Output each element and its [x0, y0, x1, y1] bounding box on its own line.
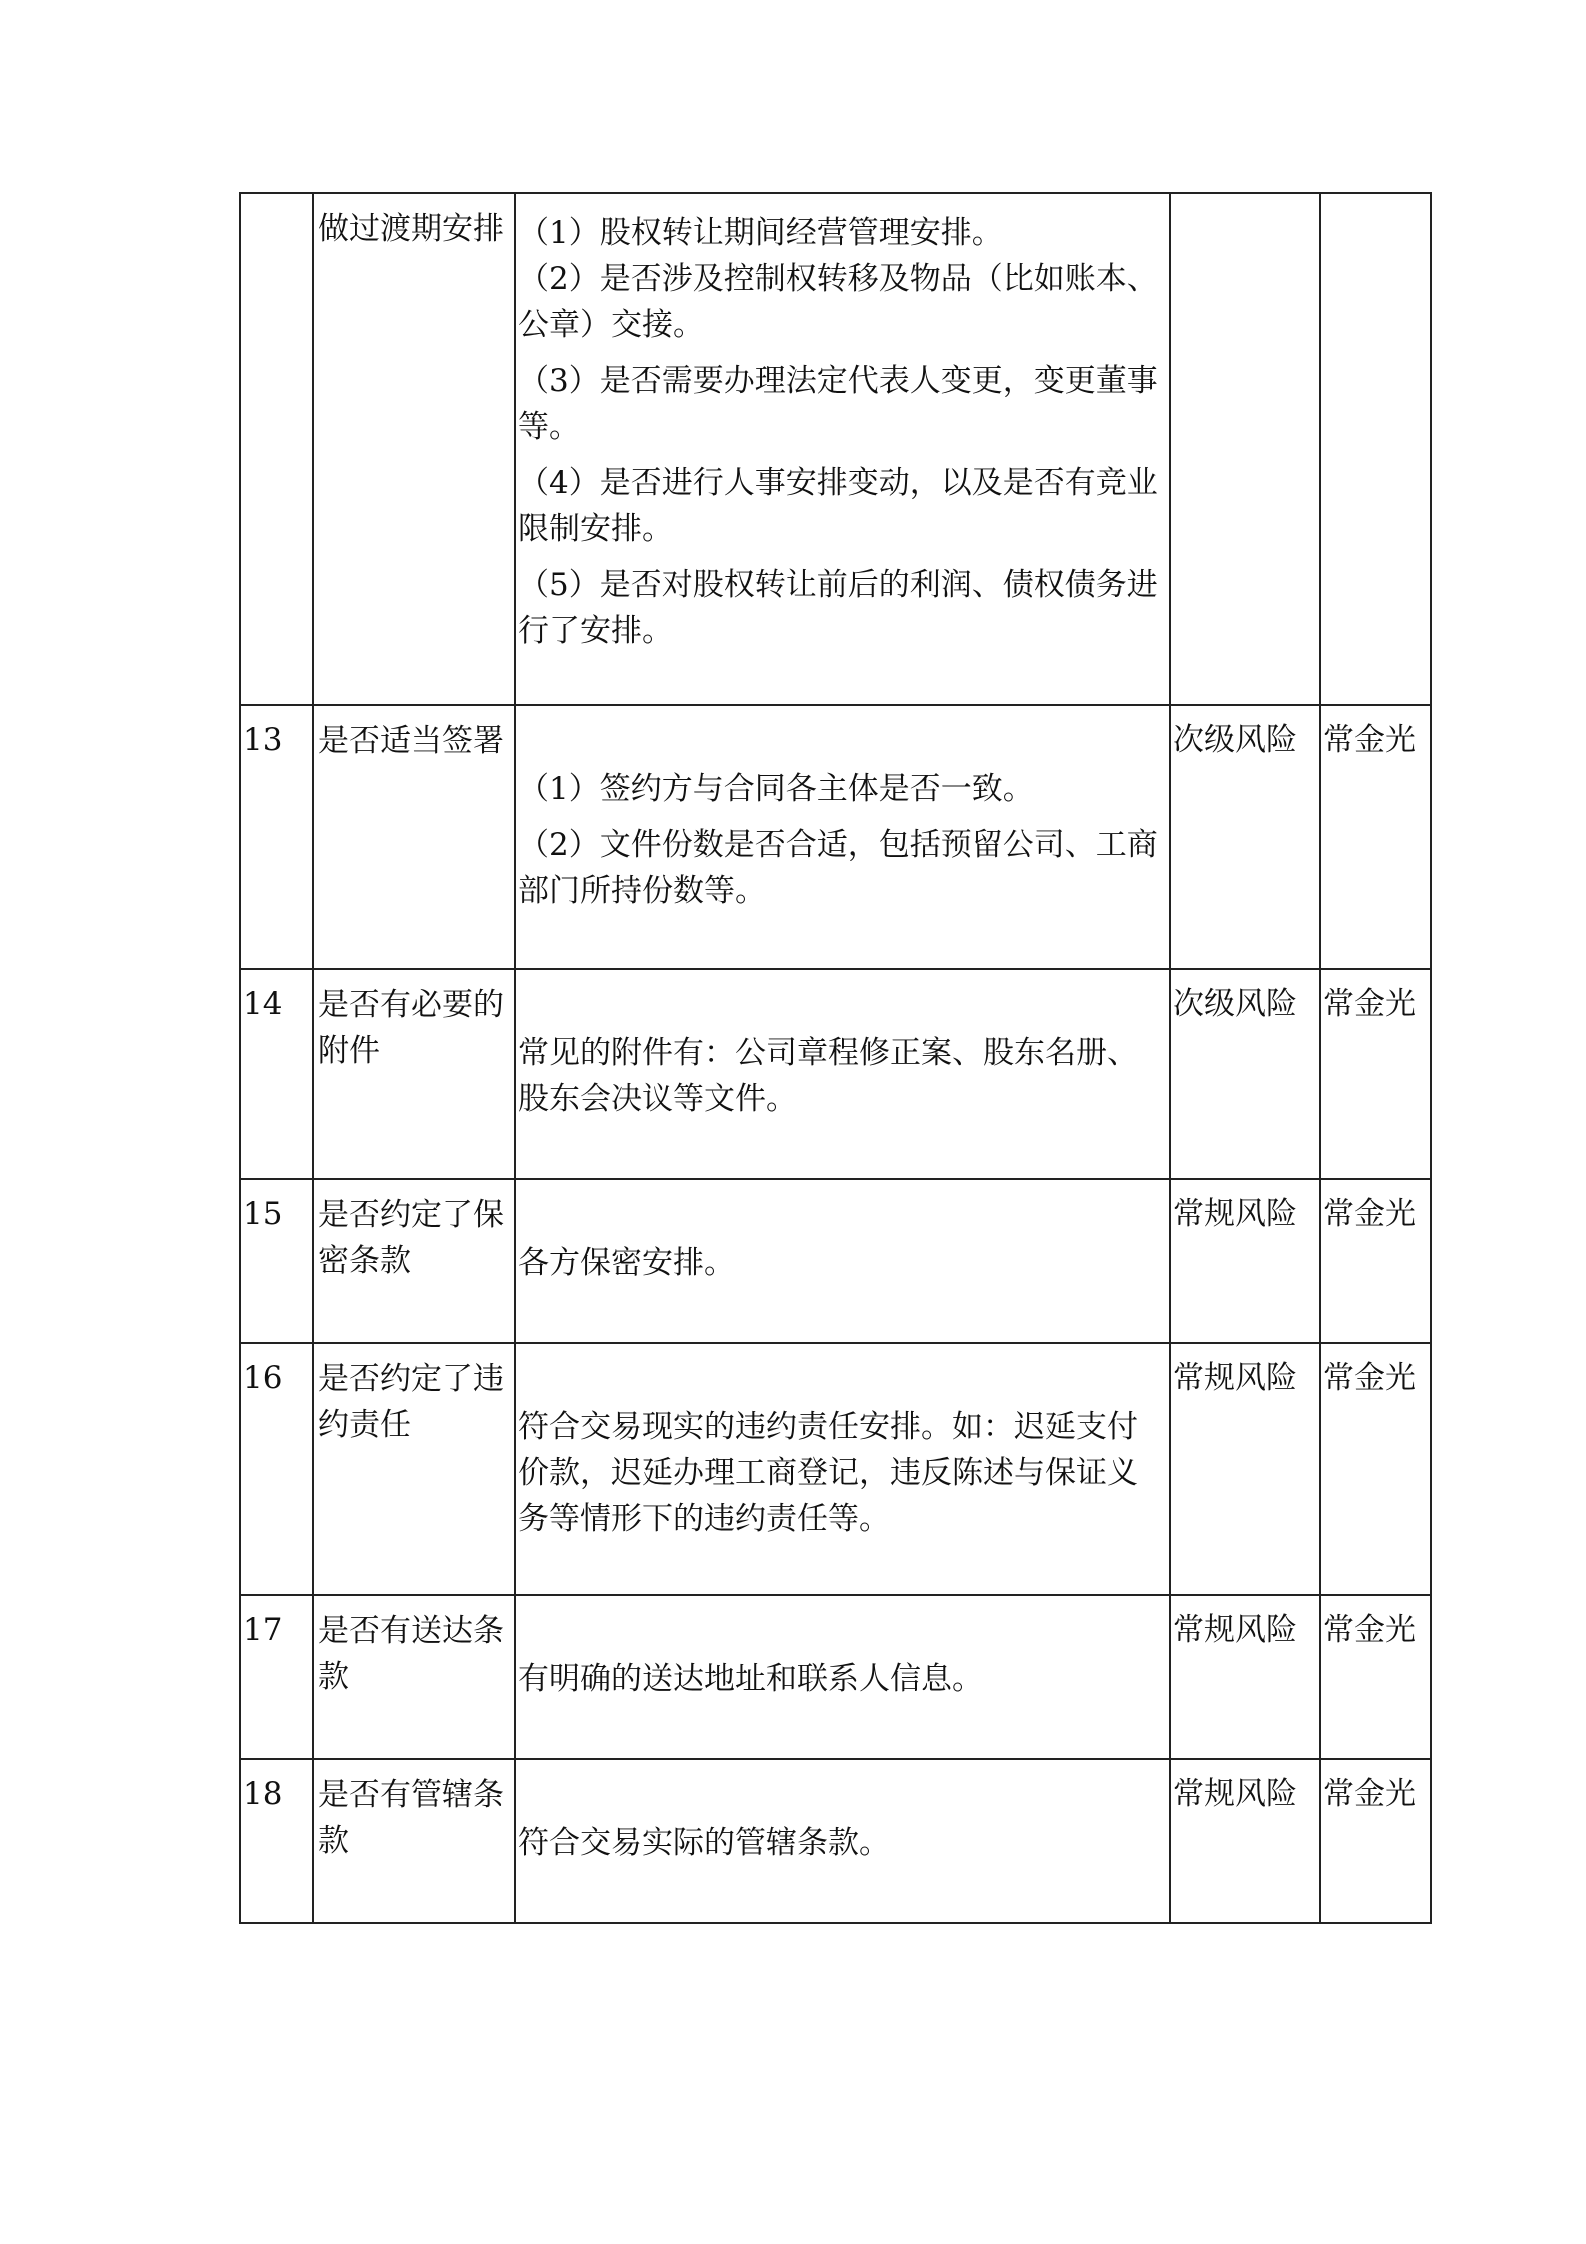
requirement-line: 有明确的送达地址和联系人信息。 — [518, 1661, 983, 1697]
table-row — [240, 1595, 1431, 1759]
row-number — [240, 193, 313, 705]
table-row — [240, 705, 1431, 969]
risk-level: 常规风险 — [1170, 1179, 1320, 1343]
row-number: 16 — [240, 1343, 313, 1595]
table-row — [240, 193, 1431, 705]
owner: 常金光 — [1320, 1179, 1431, 1343]
row-number: 15 — [240, 1179, 313, 1343]
requirement-line: （1）股权转让期间经营管理安排。 — [518, 215, 1003, 251]
risk-level: 次级风险 — [1170, 969, 1320, 1179]
requirement-line: （5）是否对股权转让前后的利润、债权债务进行了安排。 — [518, 567, 1158, 649]
table-row — [240, 1179, 1431, 1343]
risk-level: 常规风险 — [1170, 1759, 1320, 1923]
table-row — [240, 1343, 1431, 1595]
requirement-line: 符合交易实际的管辖条款。 — [518, 1825, 890, 1861]
review-item: 是否约定了保密条款 — [313, 1179, 515, 1343]
requirement-line: （2）文件份数是否合适，包括预留公司、工商部门所持份数等。 — [518, 827, 1158, 909]
review-item: 是否约定了违约责任 — [313, 1343, 515, 1595]
requirement-line: （1）签约方与合同各主体是否一致。 — [518, 771, 1034, 807]
owner: 常金光 — [1320, 969, 1431, 1179]
owner: 常金光 — [1320, 705, 1431, 969]
requirement-line: （3）是否需要办理法定代表人变更，变更董事等。 — [518, 363, 1158, 445]
risk-level: 常规风险 — [1170, 1343, 1320, 1595]
review-requirements — [515, 1595, 1170, 1759]
owner: 常金光 — [1320, 1343, 1431, 1595]
review-requirements — [515, 1759, 1170, 1923]
table-row — [240, 969, 1431, 1179]
table-row — [240, 1759, 1431, 1923]
review-requirements — [515, 705, 1170, 969]
risk-level — [1170, 193, 1320, 705]
requirement-line: 常见的附件有：公司章程修正案、股东名册、股东会决议等文件。 — [518, 1035, 1138, 1117]
row-number: 17 — [240, 1595, 313, 1759]
owner: 常金光 — [1320, 1595, 1431, 1759]
review-requirements — [515, 193, 1170, 705]
review-requirements — [515, 1343, 1170, 1595]
review-requirements — [515, 969, 1170, 1179]
requirement-line: （4）是否进行人事安排变动，以及是否有竞业限制安排。 — [518, 465, 1158, 547]
owner — [1320, 193, 1431, 705]
requirement-line: 各方保密安排。 — [518, 1245, 735, 1281]
requirement-line: 符合交易现实的违约责任安排。如：迟延支付价款，迟延办理工商登记，违反陈述与保证义务等情形下的违约责任等。 — [518, 1409, 1138, 1537]
review-requirements — [515, 1179, 1170, 1343]
review-checklist-table — [239, 192, 1432, 1924]
review-item: 做过渡期安排 — [313, 193, 515, 705]
row-number: 18 — [240, 1759, 313, 1923]
review-item: 是否有送达条款 — [313, 1595, 515, 1759]
requirement-line: （2）是否涉及控制权转移及物品（比如账本、公章）交接。 — [518, 261, 1158, 343]
row-number: 14 — [240, 969, 313, 1179]
review-item: 是否有必要的附件 — [313, 969, 515, 1179]
risk-level: 常规风险 — [1170, 1595, 1320, 1759]
risk-level: 次级风险 — [1170, 705, 1320, 969]
owner: 常金光 — [1320, 1759, 1431, 1923]
review-item: 是否有管辖条款 — [313, 1759, 515, 1923]
review-item: 是否适当签署 — [313, 705, 515, 969]
row-number: 13 — [240, 705, 313, 969]
